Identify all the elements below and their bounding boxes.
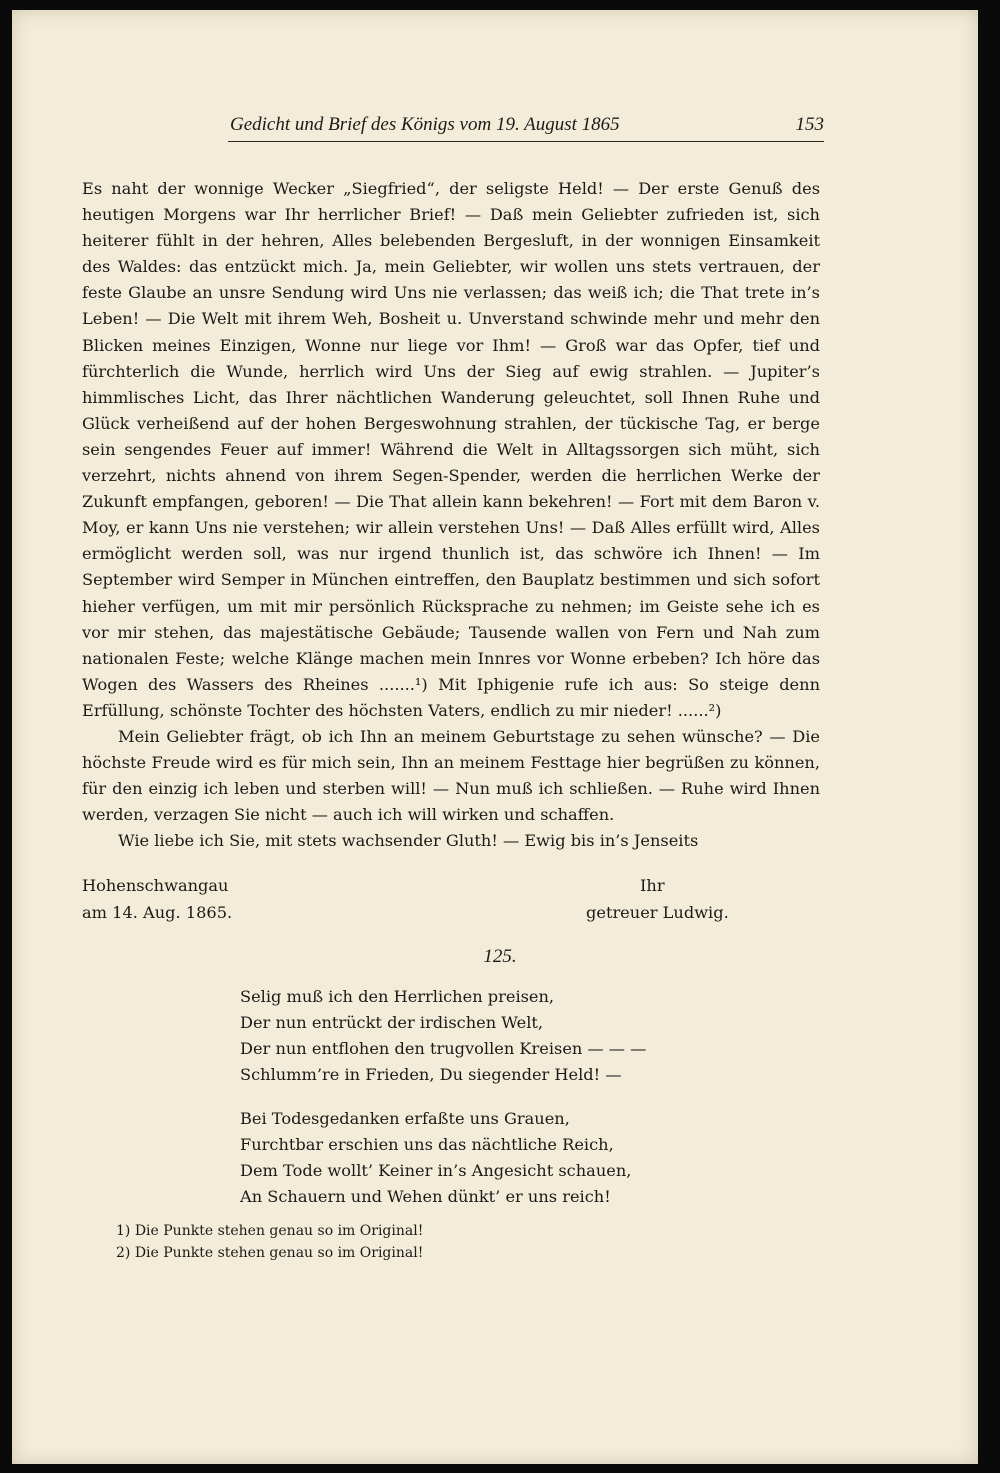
poem-line: Furchtbar erschien uns das nächtliche Reich, — [240, 1135, 614, 1154]
letter-date: am 14. Aug. 1865. — [82, 903, 233, 922]
poem-line: Der nun entflohen den trugvollen Kreisen — — — — [240, 1039, 647, 1058]
poem-number: 125. — [483, 946, 517, 967]
running-head — [230, 114, 824, 136]
letter-place: Hohenschwangau — [82, 876, 229, 895]
running-head-title: Gedicht und Brief des Königs vom 19. August 1865 — [230, 114, 620, 135]
header-rule — [228, 141, 824, 142]
letter-paragraph-3: Wie liebe ich Sie, mit stets wachsender Gluth! — Ewig bis in’s Jenseits — [118, 831, 699, 851]
poem-line: Selig muß ich den Herrlichen preisen, — [240, 987, 555, 1006]
footnote-2 — [116, 1242, 423, 1264]
letter-paragraph-1: Es naht der wonnige Wecker „Siegfried“, der seligste Held! — Der erste Genuß des heutigen Morgens war Ihr herrlicher Brief! — Daß mein Geliebter zufrieden ist, sich heiterer fühlt in der hehren, Alles belebenden Bergesluft, in der wonnigen Einsamkeit des Waldes: das entzückt mich. Ja, mein Geliebter, wir wollen uns stets vertrauen, der feste Glaube an unsre Sendung wird Uns nie verlassen; das weiß ich; die That trete in’s Leben! — Die Welt mit ihrem Weh, Bosheit u. Unverstand schwinde mehr und mehr den Blicken meines Einzigen, Wonne nur liege vor Ihm! — Groß war das Opfer, tief und fürchterlich die Wunde, herrlich wird Uns der Sieg auf ewig strahlen. — Jupiter’s himmlisches Licht, das Ihrer nächtlichen Wanderung geleuchtet, soll Ihnen Ruhe und Glück verheißend auf der hohen Bergeswohnung strahlen, der tückische Tag, er berge sein sengendes Feuer auf immer! Während die Welt in Alltagssorgen sich müht, sich verzehrt, nichts ahnend von ihrem Segen-Spender, werden die herrlichen Werke der Zukunft empfangen, geboren! — Die That allein kann bekehren! — Fort mit dem Baron v. Moy, er kann Uns nie verstehen; wir allein verstehen Uns! — Daß Alles erfüllt wird, Alles ermöglicht werden soll, was nur irgend thunlich ist, das schwöre ich Ihnen! — Im September wird Semper in München eintreffen, den Bauplatz bestimmen und sich sofort hieher verfügen, um mit mir persönlich Rücksprache zu nehmen; im Geiste sehe ich es vor mir stehen, das majestätische Gebäude; Tausende wallen von Fern und Nah zum nationalen Feste; welche Klänge machen mein Innres vor Wonne erbeben? Ich höre das Wogen des Wassers des Rheines .......¹) Mit Iphigenie rufe ich aus: So steige denn Erfüllung, schönste Tochter des höchsten Vaters, endlich zu mir nieder! ......²) — [82, 179, 820, 720]
poem-line: An Schauern und Wehen dünkt’ er uns reich! — [240, 1187, 611, 1206]
letter-signature: getreuer Ludwig. — [586, 903, 729, 922]
footnote-1 — [116, 1220, 423, 1242]
footnote-mark: 1) — [116, 1223, 131, 1239]
footnote-text: Die Punkte stehen genau so im Original! — [134, 1223, 424, 1239]
poem-stanza-1 — [240, 984, 646, 1088]
letter-paragraph-2: Mein Geliebter frägt, ob ich Ihn an meinem Geburtstage zu sehen wünsche? — Die höchste Freude wird es für mich sein, Ihn an meinem Festtage hier begrüßen zu können, für den einzig ich leben und sterben will! — Nun muß ich schließen. — Ruhe wird Ihnen werden, verzagen Sie nicht — auch ich will wirken und schaffen. — [82, 726, 820, 825]
footnote-text: Die Punkte stehen genau so im Original! — [134, 1245, 424, 1261]
page-number: 153 — [795, 114, 824, 135]
letter-closing-ihr: Ihr — [640, 876, 665, 895]
poem-line: Schlumm’re in Frieden, Du siegender Held! — — [240, 1065, 622, 1084]
poem-line: Bei Todesgedanken erfaßte uns Grauen, — [240, 1109, 570, 1128]
poem-stanza-2 — [240, 1106, 631, 1210]
poem-line: Dem Tode wollt’ Keiner in’s Angesicht schauen, — [240, 1161, 632, 1180]
letter-body — [82, 176, 820, 854]
footnote-mark: 2) — [116, 1245, 131, 1261]
poem-line: Der nun entrückt der irdischen Welt, — [240, 1013, 544, 1032]
